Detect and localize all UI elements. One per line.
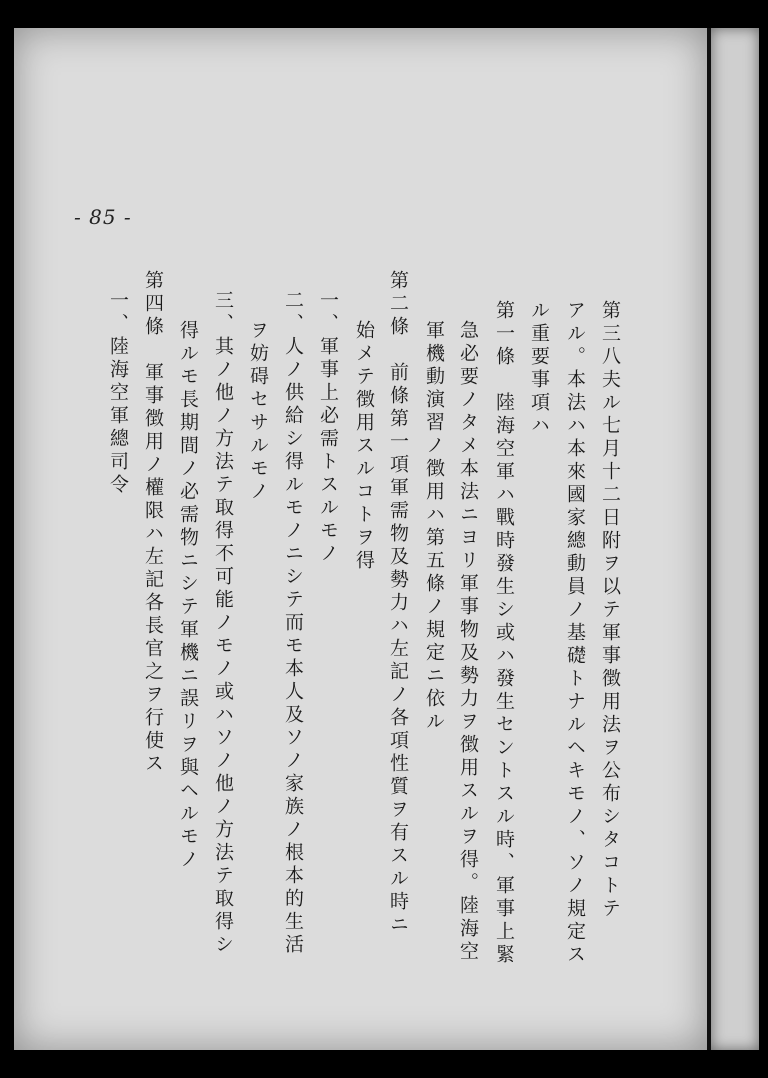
text-line: アル。本法ハ本來國家總動員ノ基礎トナルヘキモノ、ソノ規定ス [564,300,586,967]
list-item: 一、陸海空軍總司令 [107,290,129,497]
list-item: 二、人ノ供給シ得ルモノニシテ而モ本人及ソノ家族ノ根本的生活 [282,290,304,957]
text-line: 始メテ徴用スルコトヲ得 [353,320,375,573]
adjacent-page-edge [707,28,759,1050]
text-line: 第三八夫ル七月十二日附ヲ以テ軍事徴用法ヲ公布シタコトテ [599,300,621,921]
text-line: 急必要ノタメ本法ニヨリ軍事物及勢力ヲ徴用スルヲ得。陸海空 [457,320,479,964]
article-4: 第四條 軍事徴用ノ權限ハ左記各長官之ヲ行使ス [142,270,164,776]
text-line: 軍機動演習ノ徴用ハ第五條ノ規定ニ依ル [423,320,445,734]
text-line: ヲ妨碍セサルモノ [247,320,269,504]
list-item: 一、軍事上必需トスルモノ [317,290,339,566]
page-number: - 85 - [74,205,132,229]
article-2: 第二條 前條第一項軍需物及勢力ハ左記ノ各項性質ヲ有スル時ニ [387,270,409,937]
article-1: 第一條 陸海空軍ハ戰時發生シ或ハ發生セントスル時、軍事上緊 [493,300,515,967]
text-line: 得ルモ長期間ノ必需物ニシテ軍機ニ誤リヲ與ヘルモノ [177,320,199,872]
text-line: ル重要事項ハ [528,300,550,438]
list-item: 三、其ノ他ノ方法テ取得不可能ノモノ或ハソノ他ノ方法テ取得シ [212,290,234,957]
